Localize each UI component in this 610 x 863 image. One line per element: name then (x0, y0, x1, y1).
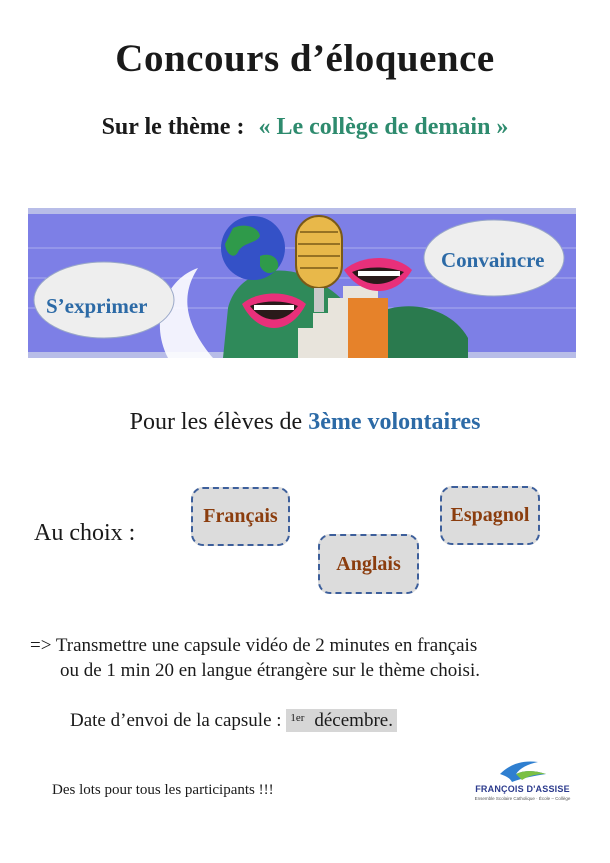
deadline-month: décembre. (314, 710, 393, 731)
bird-logo-icon (498, 756, 548, 784)
theme-line (0, 114, 610, 141)
deadline-line (70, 710, 397, 732)
deadline-date (286, 709, 397, 732)
deadline-day: 1er (290, 712, 305, 724)
prizes-note: Des lots pour tous les participants !!! (52, 782, 274, 798)
logo-name: FRANÇOIS D'ASSISE (475, 784, 570, 794)
language-box-espagnol: Espagnol (440, 486, 540, 545)
theme-label: Sur le thème : (101, 114, 245, 140)
banner-artwork (28, 208, 576, 358)
choice-label: Au choix : (34, 520, 136, 546)
instruction-line-2: ou de 1 min 20 en langue étrangère sur le thème choisi. (60, 660, 480, 681)
deadline-label: Date d’envoi de la capsule : (70, 710, 282, 731)
bubble-label-convaincre: Convaincre (441, 248, 545, 272)
globe-icon (221, 216, 285, 280)
language-box-anglais: Anglais (318, 534, 419, 594)
theme-value: « Le collège de demain » (258, 114, 509, 140)
page-title: Concours d’éloquence (115, 37, 495, 80)
logo-subtitle: Ensemble Scolaire Catholique · École – Collège (474, 796, 571, 801)
instruction-text (30, 633, 480, 683)
audience-prefix: Pour les élèves de (129, 409, 303, 435)
audience-highlight: 3ème volontaires (308, 409, 481, 435)
school-logo (470, 756, 575, 816)
audience-line (0, 409, 610, 436)
banner-illustration (28, 208, 576, 358)
instruction-line-1: => Transmettre une capsule vidéo de 2 minutes en français (30, 635, 478, 656)
language-box-francais: Français (191, 487, 290, 546)
bubble-label-exprimer: S’exprimer (46, 294, 148, 318)
